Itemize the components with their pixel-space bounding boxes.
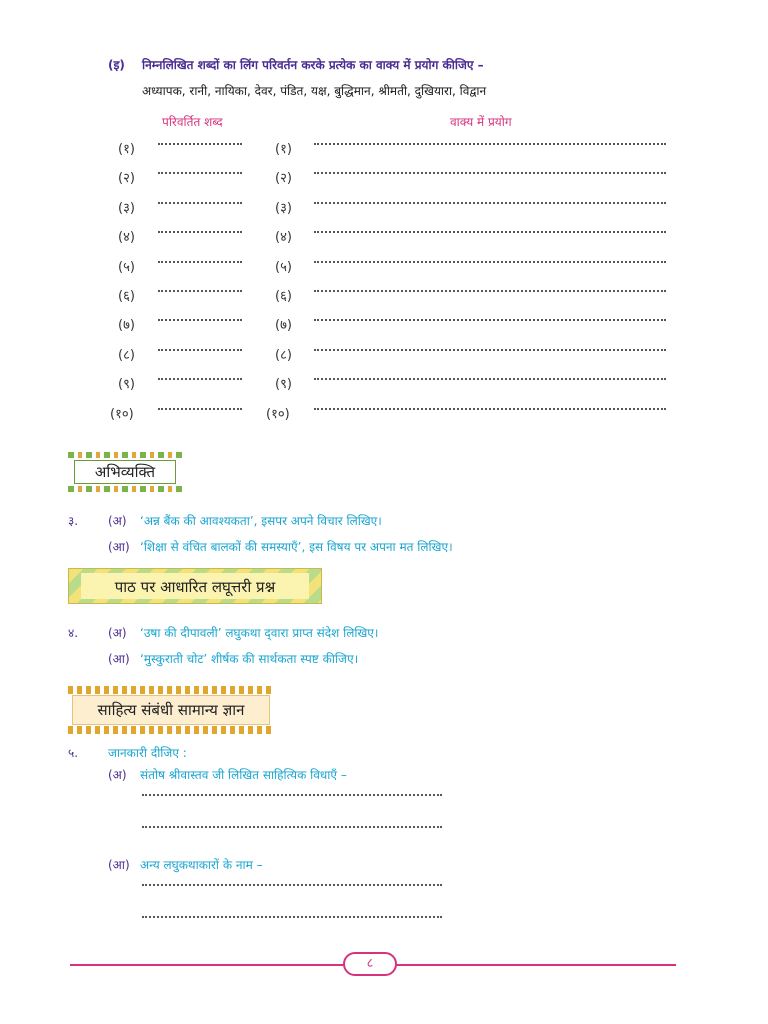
answer-line[interactable] (142, 826, 442, 828)
q4-number: ४. (68, 626, 79, 640)
q3a-marker: (अ) (108, 514, 127, 528)
sentence-blank[interactable] (314, 231, 666, 233)
sentence-blank[interactable] (314, 408, 666, 410)
sentence-blank[interactable] (314, 172, 666, 174)
sahitya-banner (68, 686, 274, 734)
q5-number: ५. (68, 746, 79, 760)
row-number-col2: (७) (275, 318, 292, 333)
q4a-marker: (अ) (108, 626, 127, 640)
q2e-words: अध्यापक, रानी, नायिका, देवर, पंडित, यक्ष, बुद्धिमान, श्रीमती, दुखियारा, विद्वान (142, 84, 487, 98)
laghuttari-title: पाठ पर आधारित लघूत्तरी प्रश्न (81, 573, 309, 599)
q5a-text: संतोष श्रीवास्तव जी लिखित साहित्यिक विधाएँ – (140, 768, 347, 782)
changed-word-blank[interactable] (158, 231, 242, 233)
changed-word-blank[interactable] (158, 143, 242, 145)
page-number: ८ (343, 952, 397, 976)
sahitya-title: साहित्य संबंधी सामान्य ज्ञान (72, 695, 270, 725)
q4aa-text: ‘मुस्कुराती चोट’ शीर्षक की सार्थकता स्पष्ट कीजिए। (140, 652, 359, 666)
q3a-text: ‘अन्न बैंक की आवश्यकता’, इसपर अपने विचार लिखिए। (140, 514, 382, 528)
row-number-col1: (४) (118, 230, 135, 245)
q4a-text: ‘उषा की दीपावली’ लघुकथा द्‌वारा प्राप्त संदेश लिखिए। (140, 626, 379, 640)
sentence-blank[interactable] (314, 319, 666, 321)
sentence-blank[interactable] (314, 349, 666, 351)
sentence-blank[interactable] (314, 290, 666, 292)
row-number-col2: (६) (275, 289, 292, 304)
row-number-col1: (९) (118, 377, 135, 392)
row-number-col1: (१०) (110, 407, 134, 422)
row-number-col2: (१०) (266, 407, 290, 422)
row-number-col2: (५) (275, 260, 292, 275)
leaf-decoration-bottom (68, 726, 274, 734)
row-number-col1: (५) (118, 260, 135, 275)
row-number-col1: (७) (118, 318, 135, 333)
sentence-blank[interactable] (314, 202, 666, 204)
changed-word-blank[interactable] (158, 290, 242, 292)
q2e-instruction: निम्नलिखित शब्दों का लिंग परिवर्तन करके प्रत्येक का वाक्य में प्रयोग कीजिए – (142, 58, 484, 72)
row-number-col1: (३) (118, 201, 135, 216)
changed-word-blank[interactable] (158, 202, 242, 204)
answer-line[interactable] (142, 794, 442, 796)
row-number-col1: (८) (118, 348, 135, 363)
q3aa-marker: (आ) (108, 540, 130, 554)
changed-word-blank[interactable] (158, 319, 242, 321)
row-number-col1: (२) (118, 171, 135, 186)
q5aa-text: अन्य लघुकथाकारों के नाम – (140, 858, 263, 872)
row-number-col2: (१) (275, 142, 292, 157)
q2e-marker: (इ) (108, 58, 125, 72)
q5-text: जानकारी दीजिए : (108, 746, 187, 760)
vine-decoration-bottom (68, 486, 182, 492)
laghuttari-banner (68, 568, 322, 604)
leaf-decoration-top (68, 686, 274, 694)
changed-word-blank[interactable] (158, 172, 242, 174)
abhivyakti-title: अभिव्यक्ति (74, 460, 176, 484)
col1-header: परिवर्तित शब्द (162, 115, 223, 129)
row-number-col2: (४) (275, 230, 292, 245)
row-number-col1: (१) (118, 142, 135, 157)
row-number-col2: (३) (275, 201, 292, 216)
row-number-col2: (९) (275, 377, 292, 392)
vine-decoration-top (68, 452, 182, 458)
answer-line[interactable] (142, 916, 442, 918)
col2-header: वाक्य में प्रयोग (450, 115, 512, 129)
changed-word-blank[interactable] (158, 408, 242, 410)
row-number-col1: (६) (118, 289, 135, 304)
q3aa-text: ‘शिक्षा से वंचित बालकों की समस्याएँ’, इस विषय पर अपना मत लिखिए। (140, 540, 453, 554)
q5aa-marker: (आ) (108, 858, 130, 872)
changed-word-blank[interactable] (158, 349, 242, 351)
row-number-col2: (२) (275, 171, 292, 186)
q5a-marker: (अ) (108, 768, 127, 782)
answer-line[interactable] (142, 884, 442, 886)
q4aa-marker: (आ) (108, 652, 130, 666)
q3-number: ३. (68, 514, 79, 528)
sentence-blank[interactable] (314, 143, 666, 145)
changed-word-blank[interactable] (158, 261, 242, 263)
changed-word-blank[interactable] (158, 378, 242, 380)
abhivyakti-banner (68, 452, 182, 492)
row-number-col2: (८) (275, 348, 292, 363)
sentence-blank[interactable] (314, 378, 666, 380)
sentence-blank[interactable] (314, 261, 666, 263)
